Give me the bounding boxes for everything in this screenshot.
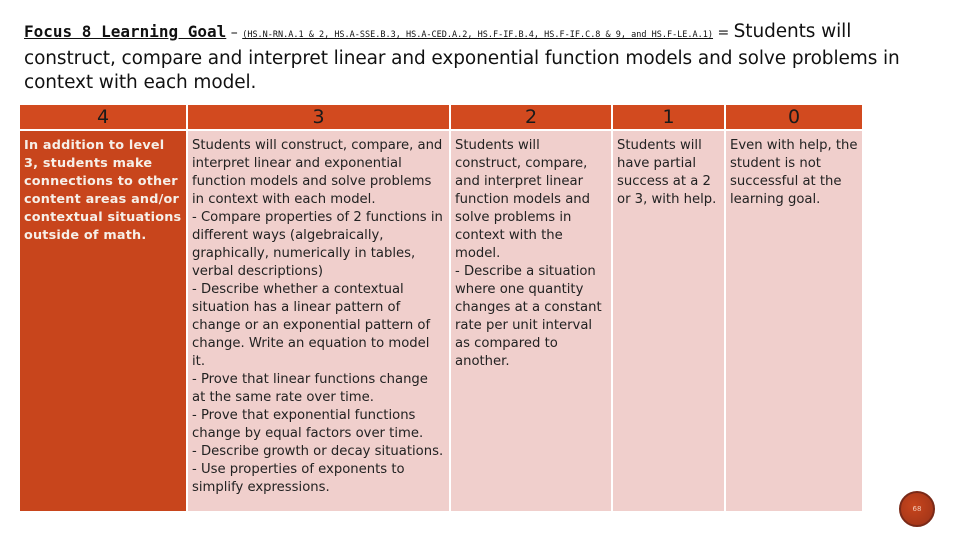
title-dash: – bbox=[226, 25, 243, 41]
slide-number-badge: 68 bbox=[899, 491, 935, 527]
level-3-header: 3 bbox=[187, 104, 450, 130]
level-1-description: Students will have partial success at a 2 or 3, with help. bbox=[612, 130, 725, 512]
standards-list: (HS.N-RN.A.1 & 2, HS.A-SSE.B.3, HS.A-CED.A.2, HS.F-IF.B.4, HS.F-IF.C.8 & 9, and HS.F-LE.A.1) bbox=[242, 30, 714, 40]
learning-goal-title bbox=[24, 20, 934, 95]
level-0-header: 0 bbox=[725, 104, 863, 130]
level-3-description: Students will construct, compare, and interpret linear and exponential function models and solve problems in context with each model. - Compare properties of 2 functions in different ways (algebraically, graphically, numerically in tables, verbal descriptions) - Describe whether a contextual situation has a linear pattern of change or an exponential pattern of change. Write an equation to model it. - Prove that linear functions change at the same rate over time. - Prove that exponential functions change by equal factors over time. - Describe growth or decay situations. - Use properties of exponents to simplify expressions. bbox=[187, 130, 450, 512]
level-0-description: Even with help, the student is not successful at the learning goal. bbox=[725, 130, 863, 512]
title-equals: = bbox=[713, 25, 734, 41]
level-1-header: 1 bbox=[612, 104, 725, 130]
rubric-body-row bbox=[19, 130, 863, 512]
goal-heading: Focus 8 Learning Goal bbox=[24, 22, 227, 41]
rubric-header-row bbox=[19, 104, 863, 130]
goal-statement: Students will construct, compare and interpret linear and exponential function models and solve problems in context with each model. bbox=[24, 21, 900, 93]
level-4-description: In addition to level 3, students make connections to other content areas and/or contextual situations outside of math. bbox=[19, 130, 187, 512]
level-2-description: Students will construct, compare, and interpret linear function models and solve problems in context with the model. - Describe a situation where one quantity changes at a constant rate per unit interval as compared to another. bbox=[450, 130, 612, 512]
level-4-header: 4 bbox=[19, 104, 187, 130]
level-2-header: 2 bbox=[450, 104, 612, 130]
rubric-table bbox=[18, 103, 864, 513]
